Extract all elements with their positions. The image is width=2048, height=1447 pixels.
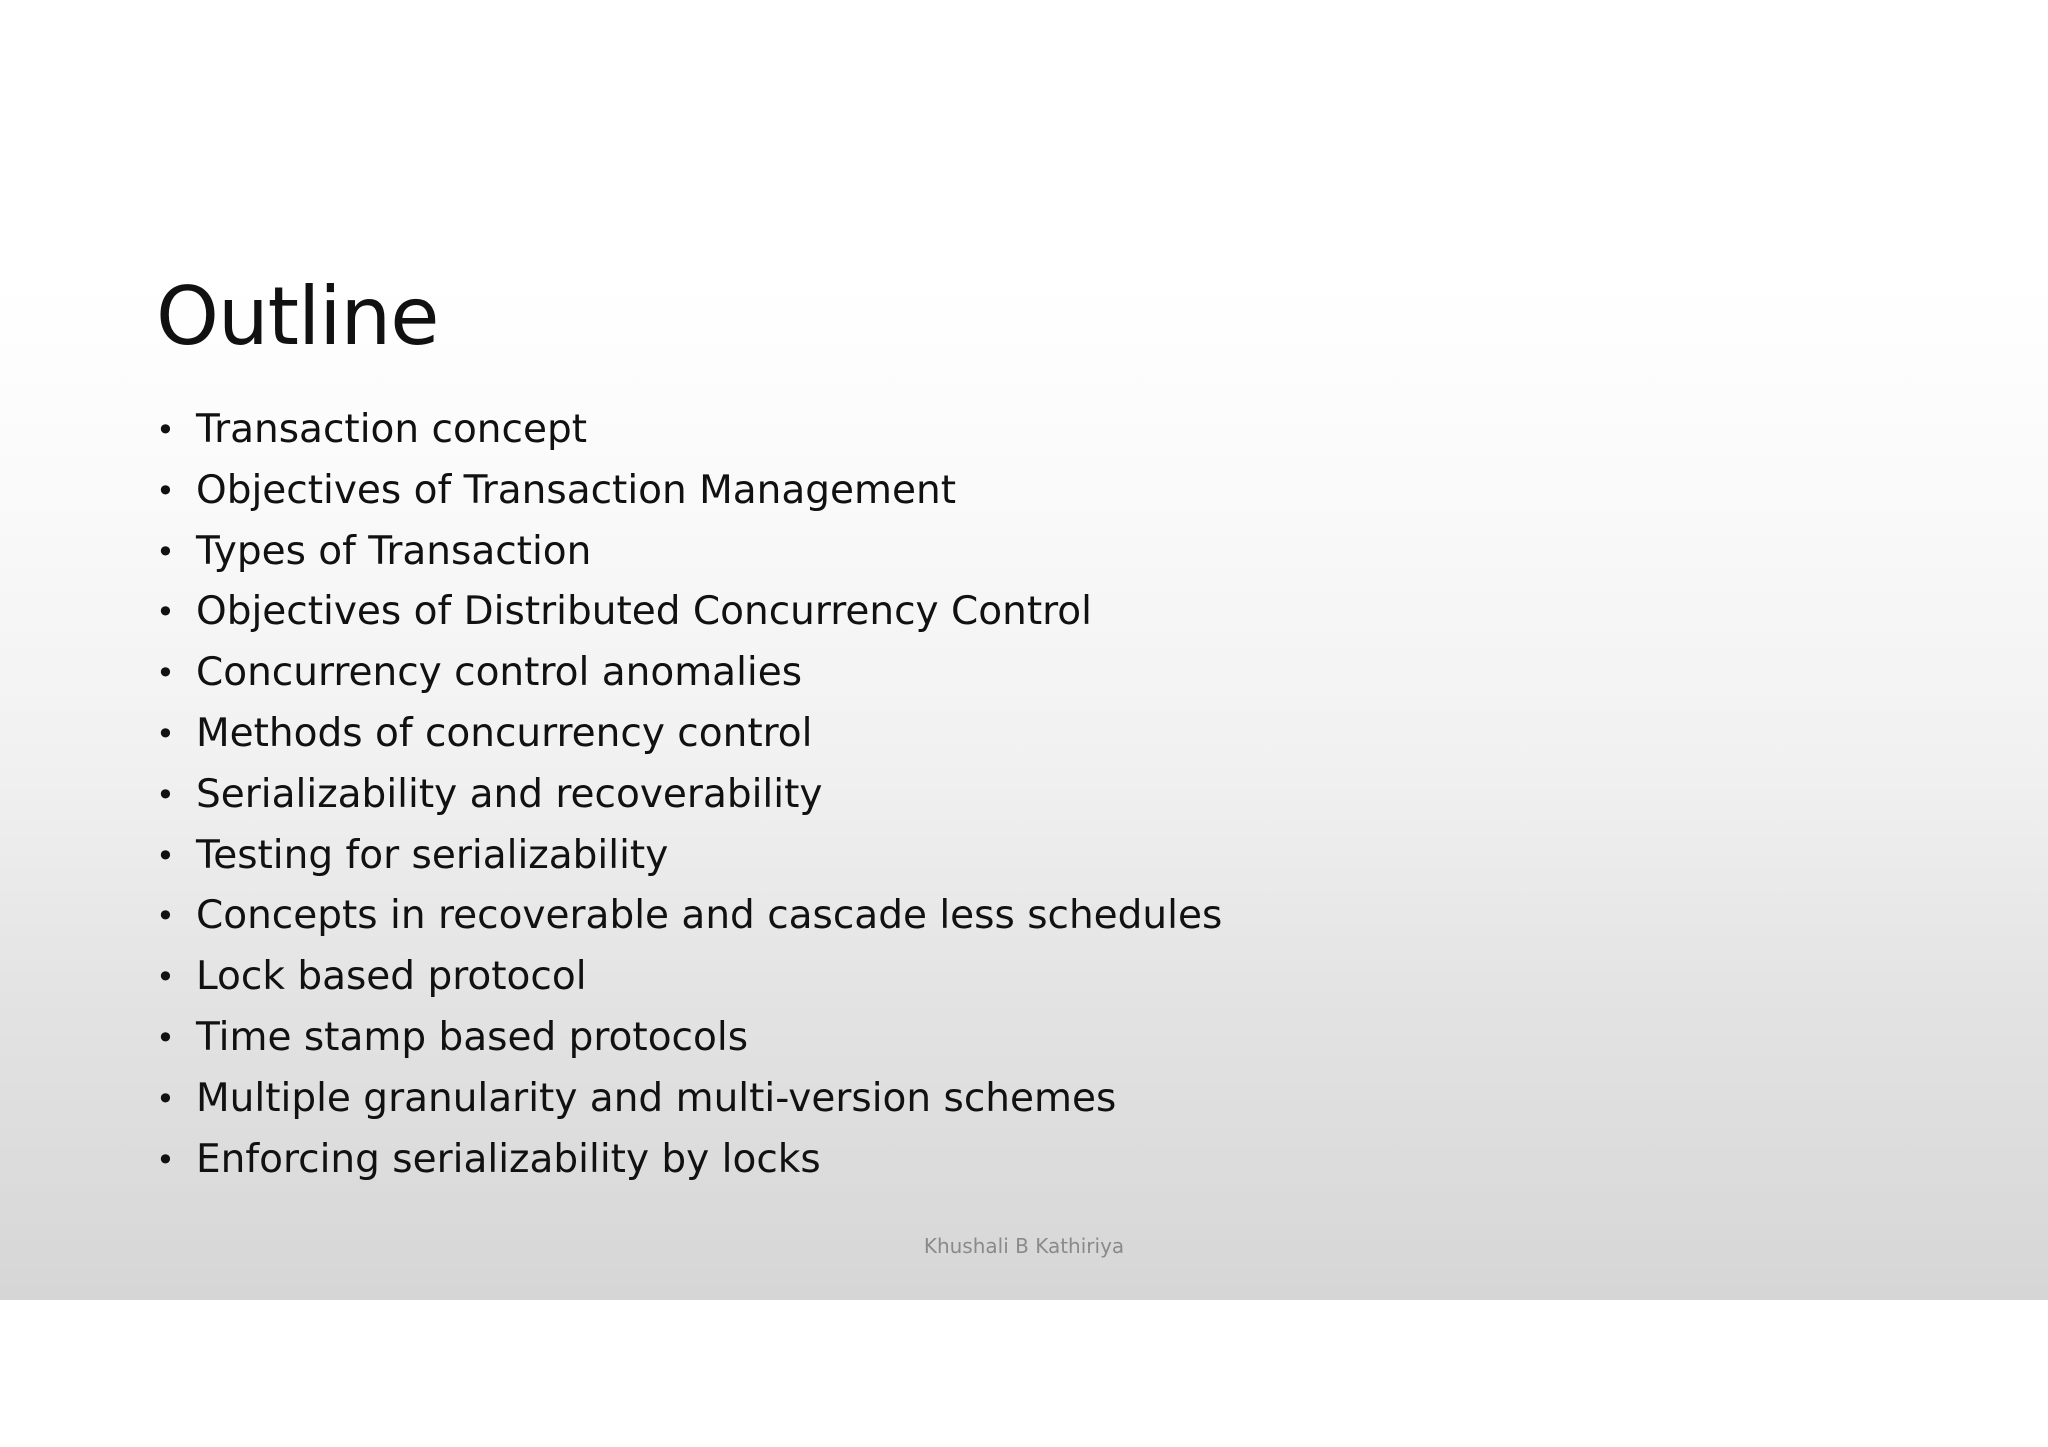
bullet-text: Lock based protocol — [196, 954, 587, 1000]
bullet-text: Time stamp based protocols — [196, 1014, 749, 1060]
bullet-item — [156, 522, 1222, 583]
bullet-text: Testing for serializability — [196, 832, 669, 878]
bullet-dot-icon: • — [156, 471, 175, 510]
bullet-item — [156, 461, 1222, 522]
bullet-item — [156, 582, 1222, 643]
bullet-list — [156, 400, 1222, 1190]
bullet-dot-icon: • — [156, 714, 175, 753]
bullet-item — [156, 1130, 1222, 1191]
bullet-dot-icon: • — [156, 958, 175, 997]
slide-footer: Khushali B Kathiriya — [923, 1234, 1125, 1258]
bullet-text: Concepts in recoverable and cascade less schedules — [196, 893, 1223, 939]
bullet-text: Concurrency control anomalies — [196, 650, 803, 696]
bullet-dot-icon: • — [156, 1079, 175, 1118]
bullet-item — [156, 826, 1222, 887]
bullet-text: Objectives of Transaction Management — [196, 467, 957, 513]
bullet-item — [156, 947, 1222, 1008]
bullet-dot-icon: • — [156, 1018, 175, 1057]
bullet-item — [156, 886, 1222, 947]
bullet-item — [156, 400, 1222, 461]
bullet-item — [156, 1008, 1222, 1069]
bullet-text: Multiple granularity and multi-version schemes — [196, 1075, 1117, 1121]
bullet-dot-icon: • — [156, 1140, 175, 1179]
bullet-dot-icon: • — [156, 897, 175, 936]
bullet-item — [156, 765, 1222, 826]
bullet-dot-icon: • — [156, 532, 175, 571]
bullet-item — [156, 704, 1222, 765]
bullet-dot-icon: • — [156, 775, 175, 814]
bullet-dot-icon: • — [156, 411, 175, 449]
bullet-text: Types of Transaction — [196, 528, 592, 574]
bullet-dot-icon: • — [156, 654, 175, 693]
bullet-text: Objectives of Distributed Concurrency Control — [196, 589, 1092, 635]
bullet-item — [156, 1069, 1222, 1130]
bullet-item — [156, 643, 1222, 704]
bullet-text: Enforcing serializability by locks — [196, 1136, 821, 1182]
bullet-text: Transaction concept — [196, 407, 588, 452]
slide-title: Outline — [156, 270, 439, 363]
bullet-dot-icon: • — [156, 593, 175, 632]
bullet-text: Serializability and recoverability — [196, 771, 823, 817]
bullet-dot-icon: • — [156, 836, 175, 875]
bullet-text: Methods of concurrency control — [196, 710, 813, 756]
